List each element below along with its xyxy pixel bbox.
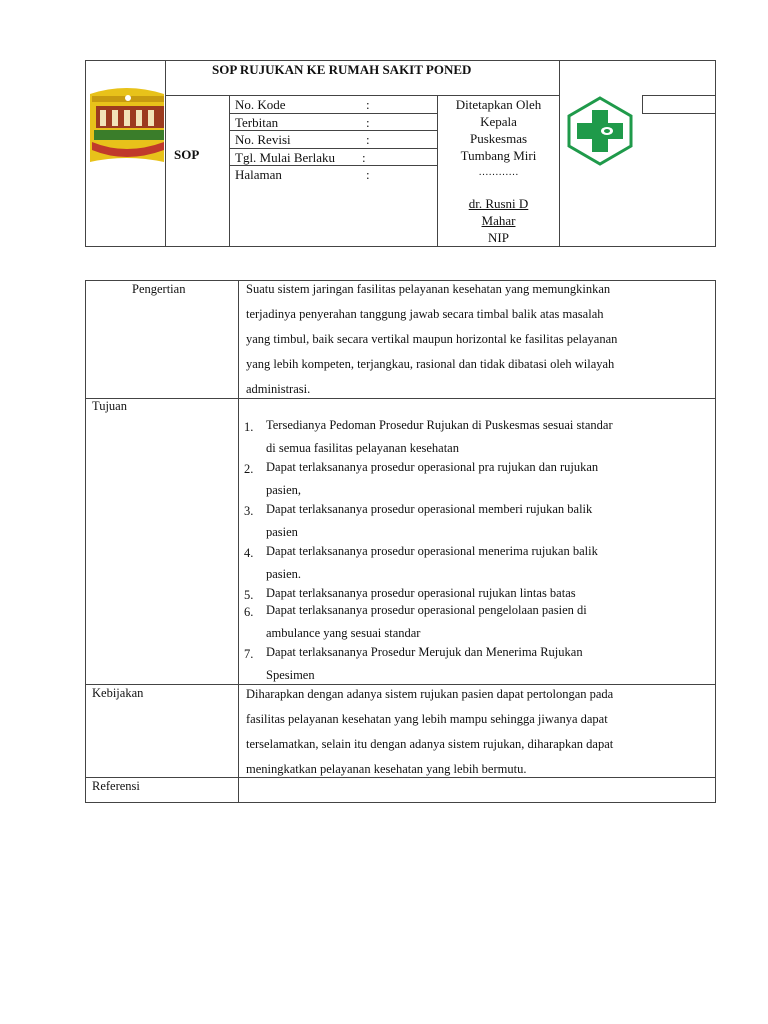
field-sep: : bbox=[362, 150, 366, 165]
approval-dots: ………… bbox=[478, 167, 519, 178]
field-halaman: Halaman bbox=[235, 167, 282, 182]
label-pengertian: Pengertian bbox=[132, 282, 186, 296]
field-tgl-mulai: Tgl. Mulai Berlaku bbox=[235, 150, 336, 165]
pengertian-text bbox=[246, 277, 712, 402]
approval-block bbox=[438, 96, 559, 246]
kebijakan-line: terselamatkan, selain itu dengan adanya sistem rujukan, diharapkan dapat bbox=[246, 737, 614, 751]
signer-name: Mahar bbox=[481, 213, 516, 228]
list-item: 7. Dapat terlaksananya Prosedur Merujuk dan Menerima Rujukan Spesimen bbox=[244, 645, 583, 682]
sop-label: SOP bbox=[174, 147, 200, 162]
kebijakan-line: fasilitas pelayanan kesehatan yang lebih mampu sehingga jiwanya dapat bbox=[246, 712, 608, 726]
approval-line: Ditetapkan Oleh bbox=[455, 97, 542, 112]
field-sep: : bbox=[366, 97, 370, 112]
pengertian-line: Suatu sistem jaringan fasilitas pelayanan kesehatan yang memungkinkan bbox=[246, 282, 611, 296]
label-tujuan: Tujuan bbox=[92, 399, 127, 413]
approval-line: Tumbang Miri bbox=[460, 148, 537, 163]
pengertian-line: yang timbul, baik secara vertikal maupun horizontal ke fasilitas pelayanan bbox=[246, 332, 618, 346]
list-item: 5. Dapat terlaksananya prosedur operasional rujukan lintas batas bbox=[244, 586, 576, 602]
signer-name: dr. Rusni D bbox=[468, 196, 529, 211]
label-kebijakan: Kebijakan bbox=[92, 686, 144, 700]
pengertian-line: yang lebih kompeten, terjangkau, rasional dan tidak dibatasi oleh wilayah bbox=[246, 357, 615, 371]
field-no-revisi: No. Revisi bbox=[235, 132, 291, 147]
pengertian-line: administrasi. bbox=[246, 382, 311, 396]
field-sep: : bbox=[366, 115, 370, 130]
list-item: 3. Dapat terlaksananya prosedur operasional memberi rujukan balik pasien bbox=[244, 502, 593, 539]
approval-line: Kepala bbox=[480, 114, 517, 129]
regency-logo bbox=[88, 84, 164, 166]
kebijakan-line: meningkatkan pelayanan kesehatan yang lebih bermutu. bbox=[246, 762, 527, 776]
field-no-kode: No. Kode bbox=[235, 97, 286, 112]
list-item: 2. Dapat terlaksananya prosedur operasional pra rujukan dan rujukan pasien, bbox=[244, 460, 599, 497]
kebijakan-text bbox=[246, 682, 712, 782]
pengertian-line: terjadinya penyerahan tanggung jawab secara timbal balik atas masalah bbox=[246, 307, 604, 321]
tujuan-list bbox=[240, 415, 710, 684]
list-item: 6. Dapat terlaksananya prosedur operasional pengelolaan pasien di ambulance yang sesuai standar bbox=[244, 603, 587, 640]
signer-nip: NIP bbox=[488, 230, 509, 245]
list-item: 4. Dapat terlaksananya prosedur operasional menerima rujukan balik pasien. bbox=[244, 544, 598, 581]
field-sep: : bbox=[366, 167, 370, 182]
document-title: SOP RUJUKAN KE RUMAH SAKIT PONED bbox=[212, 62, 472, 77]
field-sep: : bbox=[366, 132, 370, 147]
label-referensi: Referensi bbox=[92, 779, 140, 793]
kebijakan-line: Diharapkan dengan adanya sistem rujukan pasien dapat pertolongan pada bbox=[246, 687, 614, 701]
approval-line: Puskesmas bbox=[469, 131, 528, 146]
field-terbitan: Terbitan bbox=[235, 115, 279, 130]
list-item: 1. Tersedianya Pedoman Prosedur Rujukan di Puskesmas sesuai standar di semua fasilitas pelayanan kesehatan bbox=[244, 418, 613, 455]
puskesmas-logo bbox=[567, 96, 633, 166]
